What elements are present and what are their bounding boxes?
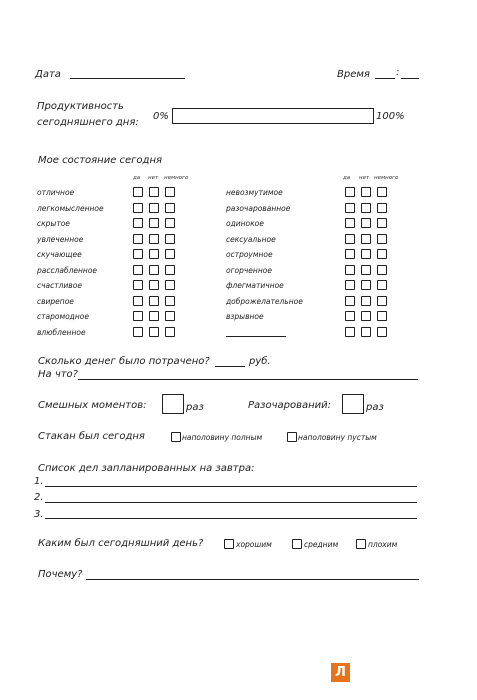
day-bad-label: плохим — [368, 540, 398, 549]
state-right-checkbox-little[interactable] — [377, 296, 387, 306]
state-right-checkbox-little[interactable] — [377, 265, 387, 275]
state-left-label: легкомысленное — [37, 203, 104, 213]
state-left-checkbox-yes[interactable] — [133, 203, 143, 213]
state-left-checkbox-no[interactable] — [149, 296, 159, 306]
state-left-checkbox-yes[interactable] — [133, 296, 143, 306]
funny-moments-box[interactable] — [162, 394, 184, 414]
state-left-checkbox-no[interactable] — [149, 218, 159, 228]
state-right-checkbox-yes[interactable] — [345, 234, 355, 244]
time-label: Время — [337, 69, 370, 80]
state-left-checkbox-little[interactable] — [165, 265, 175, 275]
state-left-checkbox-yes[interactable] — [133, 249, 143, 259]
tasks-title: Список дел запланированных на завтра: — [38, 463, 255, 474]
productivity-min-label: 0% — [153, 111, 169, 122]
date-label: Дата — [35, 69, 61, 80]
state-right-col-little: немного — [374, 175, 399, 181]
state-left-checkbox-no[interactable] — [149, 311, 159, 321]
task-field-1[interactable] — [45, 486, 417, 487]
state-left-checkbox-little[interactable] — [165, 187, 175, 197]
state-right-checkbox-no[interactable] — [361, 187, 371, 197]
state-right-checkbox-yes[interactable] — [345, 203, 355, 213]
why-label: Почему? — [38, 569, 83, 580]
state-left-checkbox-no[interactable] — [149, 265, 159, 275]
state-right-checkbox-little[interactable] — [377, 249, 387, 259]
state-right-label: разочарованное — [226, 203, 291, 213]
state-right-label: сексуальное — [226, 234, 276, 244]
state-right-checkbox-no[interactable] — [361, 218, 371, 228]
state-left-col-yes: да — [133, 175, 141, 181]
task-number-1: 1. — [34, 476, 44, 487]
state-left-label: скрытое — [37, 219, 70, 228]
productivity-max-label: 100% — [376, 111, 405, 122]
disappointments-unit: раз — [366, 402, 384, 413]
state-left-checkbox-no[interactable] — [149, 280, 159, 290]
state-right-checkbox-no[interactable] — [361, 249, 371, 259]
state-left-checkbox-no[interactable] — [149, 234, 159, 244]
state-left-label: отличное — [37, 188, 75, 197]
state-right-checkbox-no[interactable] — [361, 311, 371, 321]
state-right-checkbox-little[interactable] — [377, 203, 387, 213]
day-average-checkbox[interactable] — [292, 539, 302, 549]
glass-half-full-label: наполовину полным — [182, 433, 263, 442]
state-custom-field[interactable] — [226, 336, 286, 337]
state-right-checkbox-yes[interactable] — [345, 296, 355, 306]
state-left-label: скучающее — [37, 250, 82, 259]
state-left-col-no: нет — [148, 175, 159, 181]
task-number-3: 3. — [34, 509, 44, 520]
day-bad-checkbox[interactable] — [356, 539, 366, 549]
money-amount-field[interactable] — [215, 366, 245, 367]
publisher-logo: Л — [331, 663, 350, 682]
state-left-checkbox-yes[interactable] — [133, 327, 143, 337]
state-right-checkbox-no[interactable] — [361, 203, 371, 213]
day-average-label: средним — [304, 540, 339, 549]
glass-label: Стакан был сегодня — [38, 431, 145, 442]
state-right-checkbox-yes[interactable] — [345, 249, 355, 259]
state-left-checkbox-little[interactable] — [165, 203, 175, 213]
disappointments-box[interactable] — [342, 394, 364, 414]
state-left-checkbox-little[interactable] — [165, 218, 175, 228]
why-field[interactable] — [86, 579, 419, 580]
state-left-checkbox-yes[interactable] — [133, 280, 143, 290]
state-right-label: огорченное — [226, 265, 272, 275]
state-right-checkbox-little[interactable] — [377, 234, 387, 244]
productivity-bar[interactable] — [172, 108, 374, 124]
state-title: Мое состояние сегодня — [38, 155, 163, 166]
state-right-checkbox-no[interactable] — [361, 296, 371, 306]
state-left-checkbox-no[interactable] — [149, 249, 159, 259]
state-left-label: увлеченное — [37, 234, 84, 244]
task-field-3[interactable] — [45, 518, 417, 519]
state-right-checkbox-little[interactable] — [377, 280, 387, 290]
state-left-checkbox-little[interactable] — [165, 280, 175, 290]
productivity-label-line2: сегодняшнего дня: — [37, 117, 139, 128]
state-right-checkbox-little[interactable] — [377, 187, 387, 197]
state-left-label: свирепое — [37, 296, 74, 306]
state-left-label: счастливое — [37, 281, 82, 290]
state-right-checkbox-yes[interactable] — [345, 218, 355, 228]
state-left-checkbox-little[interactable] — [165, 311, 175, 321]
disappointments-label: Разочарований: — [248, 400, 332, 411]
money-what-label: На что? — [38, 369, 78, 380]
money-what-field[interactable] — [78, 379, 418, 380]
state-right-checkbox-yes[interactable] — [345, 187, 355, 197]
state-right-label: взрывное — [226, 312, 264, 321]
state-right-checkbox-little[interactable] — [377, 218, 387, 228]
money-currency: руб. — [249, 356, 271, 367]
state-right-label: остроумное — [226, 250, 273, 259]
state-left-checkbox-yes[interactable] — [133, 265, 143, 275]
state-right-checkbox-yes[interactable] — [345, 311, 355, 321]
glass-half-empty-checkbox[interactable] — [287, 432, 297, 442]
state-left-label: влюбленное — [37, 327, 86, 337]
state-custom-checkbox-no[interactable] — [361, 327, 371, 337]
state-left-checkbox-yes[interactable] — [133, 234, 143, 244]
state-left-label: старомодное — [37, 312, 89, 321]
state-left-checkbox-no[interactable] — [149, 187, 159, 197]
state-custom-checkbox-yes[interactable] — [345, 327, 355, 337]
state-right-checkbox-no[interactable] — [361, 280, 371, 290]
state-left-checkbox-little[interactable] — [165, 234, 175, 244]
money-question: Сколько денег было потрачено? — [38, 356, 210, 367]
state-left-checkbox-no[interactable] — [149, 203, 159, 213]
state-left-checkbox-no[interactable] — [149, 327, 159, 337]
task-number-2: 2. — [34, 492, 44, 503]
funny-moments-unit: раз — [186, 402, 204, 413]
funny-moments-label: Смешных моментов: — [38, 400, 147, 411]
state-right-checkbox-no[interactable] — [361, 265, 371, 275]
state-right-label: доброжелательное — [226, 296, 303, 306]
productivity-label-line1: Продуктивность — [37, 101, 124, 112]
state-left-checkbox-little[interactable] — [165, 249, 175, 259]
state-left-checkbox-little[interactable] — [165, 296, 175, 306]
state-right-checkbox-yes[interactable] — [345, 265, 355, 275]
state-right-label: флегматичное — [226, 281, 284, 290]
state-right-col-yes: да — [343, 175, 351, 181]
state-left-checkbox-yes[interactable] — [133, 311, 143, 321]
day-good-checkbox[interactable] — [224, 539, 234, 549]
state-right-checkbox-no[interactable] — [361, 234, 371, 244]
state-left-checkbox-little[interactable] — [165, 327, 175, 337]
state-left-checkbox-yes[interactable] — [133, 218, 143, 228]
state-right-label: невозмутимое — [226, 188, 283, 197]
state-left-col-little: немного — [164, 175, 189, 181]
task-field-2[interactable] — [45, 502, 417, 503]
state-right-checkbox-little[interactable] — [377, 311, 387, 321]
date-field[interactable] — [70, 78, 185, 79]
day-good-label: хорошим — [236, 540, 272, 549]
day-question: Каким был сегодняшний день? — [38, 538, 204, 549]
time-hours-field[interactable] — [375, 78, 395, 79]
glass-half-empty-label: наполовину пустым — [298, 433, 377, 442]
state-right-label: одинокое — [226, 219, 264, 228]
state-right-col-no: нет — [359, 175, 370, 181]
state-left-checkbox-yes[interactable] — [133, 187, 143, 197]
state-right-checkbox-yes[interactable] — [345, 280, 355, 290]
time-minutes-field[interactable] — [401, 78, 419, 79]
time-separator: : — [396, 67, 400, 78]
state-custom-checkbox-little[interactable] — [377, 327, 387, 337]
state-left-label: расслабленное — [37, 265, 98, 275]
glass-half-full-checkbox[interactable] — [171, 432, 181, 442]
